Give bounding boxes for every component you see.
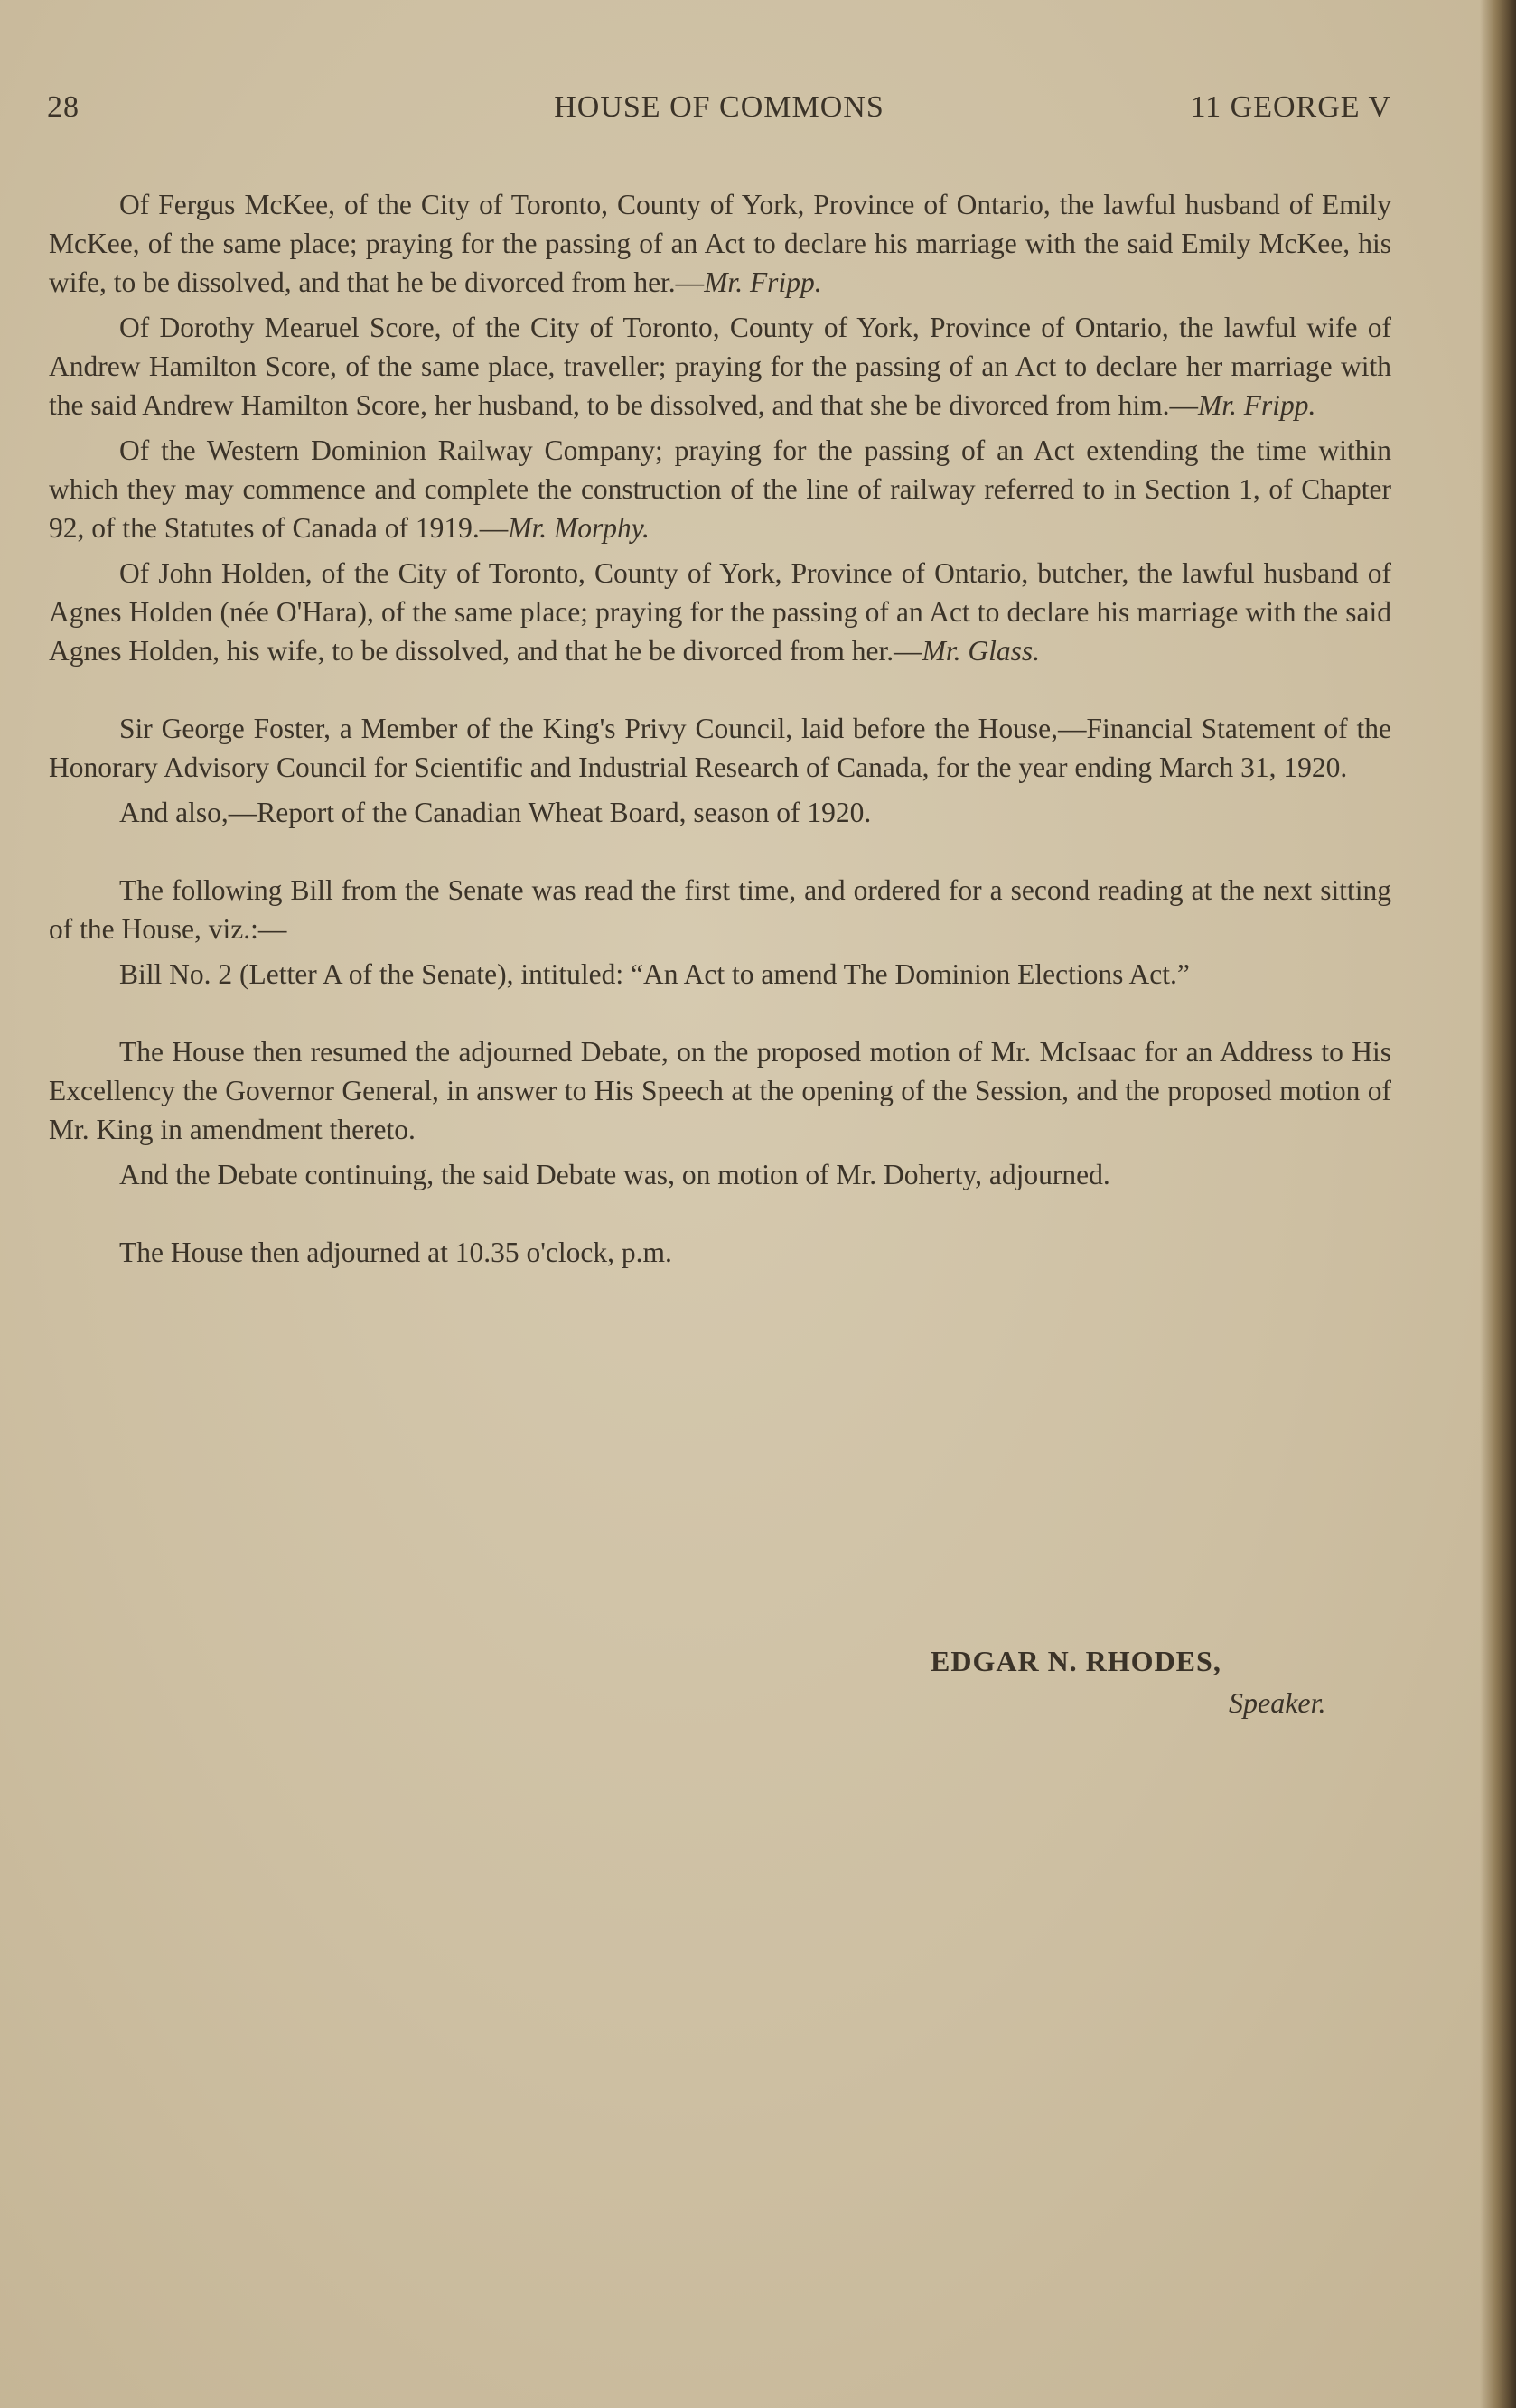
speaker-title: Speaker. bbox=[1229, 1686, 1326, 1719]
senate-bill-intro: The following Bill from the Senate was read the first time, and ordered for a second reading at the next sitting of the House, viz.:— bbox=[49, 874, 1391, 945]
petition-paragraph bbox=[49, 308, 1391, 425]
senate-bill-title: Bill No. 2 (Letter A of the Senate), intituled: “An Act to amend The Dominion Elections Act.” bbox=[119, 958, 1190, 990]
page-title: HOUSE OF COMMONS bbox=[554, 90, 884, 124]
petition-member: Mr. Glass. bbox=[922, 635, 1041, 667]
petition-text: Of John Holden, of the City of Toronto, County of York, Province of Ontario, butcher, the lawful husband of Agnes Holden (née O'Hara), of the same place; praying for the passing of an Act to declare his marriage with the said Agnes Holden, his wife, to be dissolved, and that he be divorced from her.— bbox=[49, 557, 1391, 667]
adjournment-paragraph: The House then adjourned at 10.35 o'clock, p.m. bbox=[119, 1237, 672, 1268]
petition-paragraph bbox=[49, 185, 1391, 302]
page-number: 28 bbox=[47, 90, 80, 124]
debate-resumed-paragraph: The House then resumed the adjourned Debate, on the proposed motion of Mr. McIsaac for an Address to His Excellency the Governor General, in answer to His Speech at the opening of the Session, and the proposed motion of Mr. King in amendment thereto. bbox=[49, 1036, 1391, 1145]
petition-text: Of Dorothy Mearuel Score, of the City of Toronto, County of York, Province of Ontario, the lawful wife of Andrew Hamilton Score, of the same place, traveller; praying for the passing of an Act to declare her marriage with the said Andrew Hamilton Score, her husband, to be dissolved, and that she be divorced from him.— bbox=[49, 312, 1391, 421]
petition-member: Mr. Fripp. bbox=[1197, 389, 1316, 421]
debate-continuing-paragraph: And the Debate continuing, the said Debate was, on motion of Mr. Doherty, adjourned. bbox=[119, 1159, 1110, 1190]
petition-member: Mr. Morphy. bbox=[508, 512, 650, 544]
speaker-name: EDGAR N. RHODES, bbox=[931, 1645, 1221, 1677]
signature-block bbox=[931, 1640, 1364, 1723]
petition-member: Mr. Fripp. bbox=[704, 266, 822, 298]
page-header bbox=[47, 90, 1391, 130]
petition-text: Of the Western Dominion Railway Company; praying for the passing of an Act extending the time within which they may commence and complete the construction of the line of railway referred to in Section 1, of Chapter 92, of the Statutes of Canada of 1919.— bbox=[49, 434, 1391, 544]
petition-paragraph bbox=[49, 554, 1391, 670]
papers-also-paragraph: And also,—Report of the Canadian Wheat Board, season of 1920. bbox=[119, 797, 872, 828]
papers-tabled-paragraph: Sir George Foster, a Member of the King's Privy Council, laid before the House,—Financial Statement of the Honorary Advisory Council for Scientific and Industrial Research of Canada, for the year ending March 31, 1920. bbox=[49, 713, 1391, 783]
regnal-year: 11 GEORGE V bbox=[1190, 90, 1391, 124]
book-spine-shadow bbox=[1480, 0, 1516, 2408]
petition-text: Of Fergus McKee, of the City of Toronto, County of York, Province of Ontario, the lawful husband of Emily McKee, of the same place; praying for the passing of an Act to declare his marriage with the said Emily McKee, his wife, to be dissolved, and that he be divorced from her.— bbox=[49, 189, 1391, 298]
journal-body bbox=[49, 185, 1391, 1278]
petition-paragraph bbox=[49, 431, 1391, 547]
